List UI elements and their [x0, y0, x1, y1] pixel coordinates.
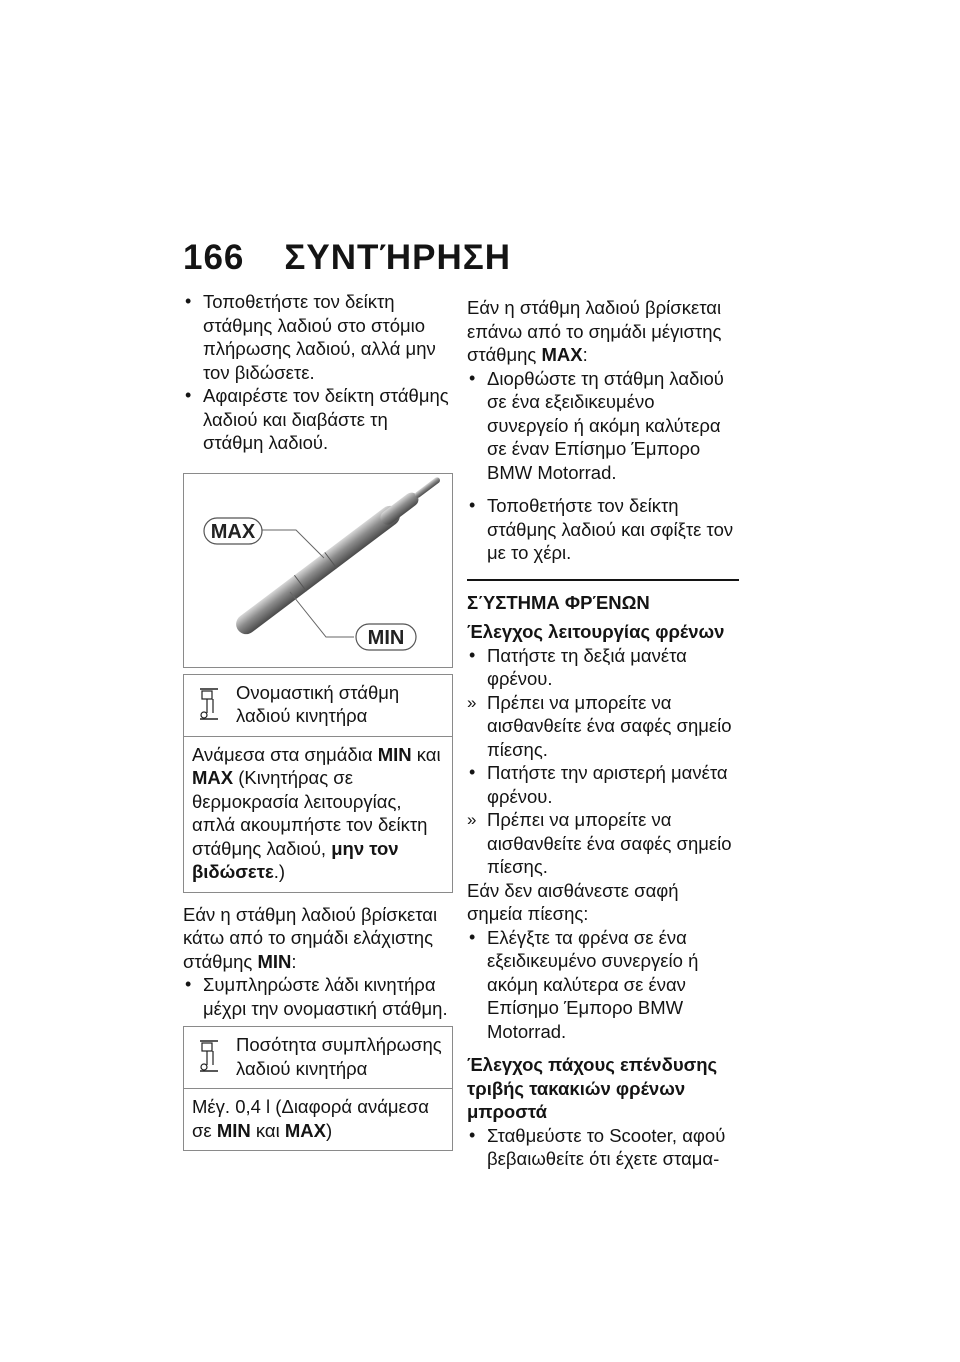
- spec-warning: μην τον βιδώσετε: [192, 837, 399, 882]
- condition-paragraph: Εάν δεν αισθάνεστε σαφή σημεία πίεσης:: [467, 879, 679, 924]
- page-header: [183, 238, 511, 278]
- paragraph-text: Εάν η στάθμη λαδιού βρίσκεται κάτω από το σημάδι ελάχιστης στάθμης: [183, 903, 438, 972]
- bullet-icon: [469, 761, 475, 786]
- instruction-step: [183, 973, 451, 1020]
- bullet-icon: [469, 926, 475, 951]
- subsection-title: Έλεγχος πάχους επένδυσης τριβής τακακιών φρένων μπροστά: [467, 1054, 718, 1122]
- spec-value: [184, 737, 452, 892]
- bullet-icon: [185, 973, 191, 998]
- instruction-step: [467, 761, 739, 808]
- paragraph-text: :: [582, 344, 588, 365]
- page-number: 166: [183, 238, 245, 277]
- dipstick-illustration: [184, 474, 452, 667]
- instruction-step: [467, 644, 739, 691]
- step-text: Αφαιρέστε τον δείκτη στάθμης λαδιού και διαβάστε τη στάθμη λαδιού.: [203, 385, 449, 453]
- spec-text: .): [273, 861, 286, 882]
- fill-quantity-spec: [183, 1026, 453, 1151]
- spec-header: [184, 1027, 452, 1089]
- spec-max: MAX: [284, 1119, 326, 1141]
- spec-header: [184, 675, 452, 737]
- step-text: Διορθώστε τη στάθμη λαδιού σε ένα εξειδικευμένο συνεργείο ή ακόμη καλύτερα σε έναν Επίσημο Έμπορο BMW Motorrad.: [487, 367, 724, 483]
- paragraph-text: :: [291, 950, 297, 972]
- min-label: MIN: [367, 626, 405, 649]
- low-level-paragraph: [183, 903, 451, 974]
- paragraph-bold: MIN: [257, 950, 292, 972]
- result-arrow-icon: »: [467, 692, 477, 712]
- left-column: [183, 290, 451, 1151]
- subsection-title: Έλεγχος λειτουργίας φρένων: [467, 621, 725, 642]
- result-text: Πρέπει να μπορείτε να αισθανθείτε ένα σαφές σημείο πίεσης.: [487, 691, 732, 760]
- result-step: [467, 808, 739, 879]
- oil-dipstick-icon: [198, 685, 220, 727]
- bullet-icon: [469, 367, 475, 392]
- spec-min: MIN: [216, 1119, 251, 1141]
- step-text: Συμπληρώστε λάδι κινητήρα μέχρι την ονομαστική στάθμη.: [203, 974, 448, 1019]
- section-title: ΣΎΣΤΗΜΑ ΦΡΈΝΩΝ: [467, 579, 739, 615]
- spec-text: και: [411, 743, 441, 765]
- spec-text: Μέγ. 0,4 l (Διαφορά ανάμεσα σε: [192, 1096, 429, 1141]
- instruction-step: [467, 1124, 739, 1171]
- spec-text: και: [250, 1119, 285, 1141]
- step-text: Σταθμεύστε το Scooter, αφού βεβαιωθείτε ότι έχετε σταμα-: [487, 1124, 726, 1169]
- oil-dipstick-icon: [198, 1037, 220, 1079]
- spec-text: ): [325, 1119, 333, 1141]
- max-label: MAX: [210, 520, 256, 543]
- instruction-step: [467, 367, 739, 485]
- step-text: Ελέγξτε τα φρένα σε ένα εξειδικευμένο συνεργείο ή ακόμη καλύτερα σε έναν Επίσημο Έμπορο BMW Motorrad.: [487, 926, 699, 1042]
- instruction-step: [183, 384, 451, 455]
- spec-title: Ονομαστική στάθμη λαδιού κινητήρα: [236, 681, 400, 726]
- bullet-icon: [469, 644, 475, 669]
- chapter-title: ΣΥΝΤΉΡΗΣΗ: [284, 238, 512, 277]
- right-column: [467, 296, 739, 1171]
- bullet-icon: [469, 1124, 475, 1149]
- step-text: Τοποθετήστε τον δείκτη στάθμης λαδιού στο στόμιο πλήρωσης λαδιού, αλλά μην τον βιδώσετε.: [203, 291, 436, 383]
- instruction-step: [467, 494, 739, 565]
- nominal-level-spec: [183, 674, 453, 893]
- paragraph-text: Εάν η στάθμη λαδιού βρίσκεται επάνω από το σημάδι μέγιστης στάθμης: [467, 297, 722, 365]
- instruction-step: [467, 926, 739, 1044]
- bullet-icon: [469, 494, 475, 519]
- spec-max: MAX: [192, 767, 234, 788]
- spec-text: Ανάμεσα στα σημάδια: [192, 743, 378, 765]
- spec-title: Ποσότητα συμπλήρωσης λαδιού κινητήρα: [236, 1034, 442, 1079]
- high-level-paragraph: [467, 296, 739, 367]
- instruction-step: [183, 290, 451, 384]
- paragraph-bold: MAX: [541, 344, 583, 365]
- bullet-icon: [185, 384, 191, 409]
- bullet-icon: [185, 290, 191, 315]
- spec-value: [184, 1089, 452, 1150]
- step-text: Πατήστε την αριστερή μανέτα φρένου.: [487, 762, 728, 807]
- result-step: [467, 691, 739, 762]
- step-text: Τοποθετήστε τον δείκτη στάθμης λαδιού και σφίξτε τον με το χέρι.: [487, 495, 734, 563]
- spec-min: MIN: [377, 743, 412, 765]
- result-text: Πρέπει να μπορείτε να αισθανθείτε ένα σαφές σημείο πίεσης.: [487, 809, 732, 877]
- result-arrow-icon: »: [467, 810, 477, 829]
- step-text: Πατήστε τη δεξιά μανέτα φρένου.: [487, 644, 687, 689]
- spec-text: (Κινητήρας σε θερμοκρασία λειτουργίας, απλά ακουμπήστε τον δείκτη στάθμης λαδιού,: [192, 767, 428, 859]
- dipstick-figure: [183, 473, 453, 668]
